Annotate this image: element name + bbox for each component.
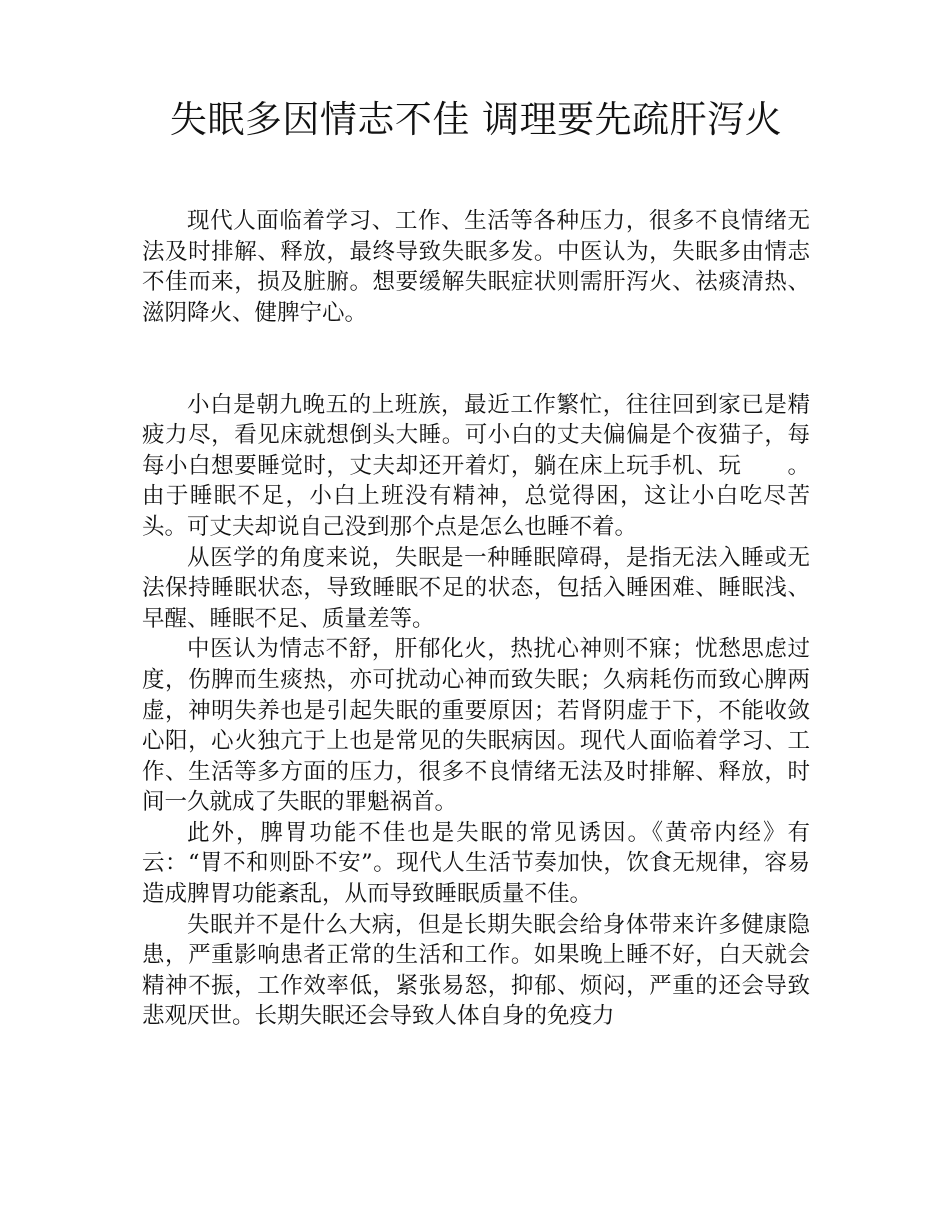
document-body <box>142 206 810 1032</box>
paragraph-health-risks: 失眠并不是什么大病，但是长期失眠会给身体带来许多健康隐患，严重影响患者正常的生活和工作。如果晚上睡不好，白天就会精神不振，工作效率低，紧张易怒，抑郁、烦闷，严重的还会导致悲观厌世。长期失眠还会导致人体自身的免疫力 <box>142 911 810 1030</box>
paragraph-medical-definition: 从医学的角度来说，失眠是一种睡眠障碍，是指无法入睡或无法保持睡眠状态，导致睡眠不足的状态，包括入睡困难、睡眠浅、早醒、睡眠不足、质量差等。 <box>142 544 810 632</box>
document-title: 失眠多因情志不佳 调理要先疏肝泻火 <box>169 98 783 141</box>
document-page <box>142 90 810 1032</box>
paragraph-spacer <box>142 328 810 359</box>
paragraph-case-story: 小白是朝九晚五的上班族，最近工作繁忙，往往回到家已是精疲力尽，看见床就想倒头大睡。可小白的丈夫偏偏是个夜猫子，每每小白想要睡觉时，丈夫却还开着灯，躺在床上玩手机、玩 。由于睡眠不足，小白上班没有精神，总觉得困，这让小白吃尽苦头。可丈夫却说自己没到那个点是怎么也睡不着。 <box>142 391 810 540</box>
paragraph-digestion: 此外，脾胃功能不佳也是失眠的常见诱因。《黄帝内经》有云：“胃不和则卧不安”。现代人生活节奏加快，饮食无规律，容易造成脾胃功能紊乱，从而导致睡眠质量不佳。 <box>142 819 810 908</box>
paragraph-intro: 现代人面临着学习、工作、生活等各种压力，很多不良情绪无法及时排解、释放，最终导致失眠多发。中医认为，失眠多由情志不佳而来，损及脏腑。想要缓解失眠症状则需肝泻火、祛痰清热、滋阴降火、健脾宁心。 <box>142 208 810 326</box>
paragraph-spacer <box>142 359 810 390</box>
paragraph-tcm-causes: 中医认为情志不舒，肝郁化火，热扰心神则不寐；忧愁思虑过度，伤脾而生痰热，亦可扰动心神而致失眠；久病耗伤而致心脾两虚，神明失养也是引起失眠的重要原因；若肾阴虚于下，不能收敛心阳，心火独亢于上也是常见的失眠病因。现代人面临着学习、工作、生活等多方面的压力，很多不良情绪无法及时排解、释放，时间一久就成了失眠的罪魁祸首。 <box>142 636 810 816</box>
